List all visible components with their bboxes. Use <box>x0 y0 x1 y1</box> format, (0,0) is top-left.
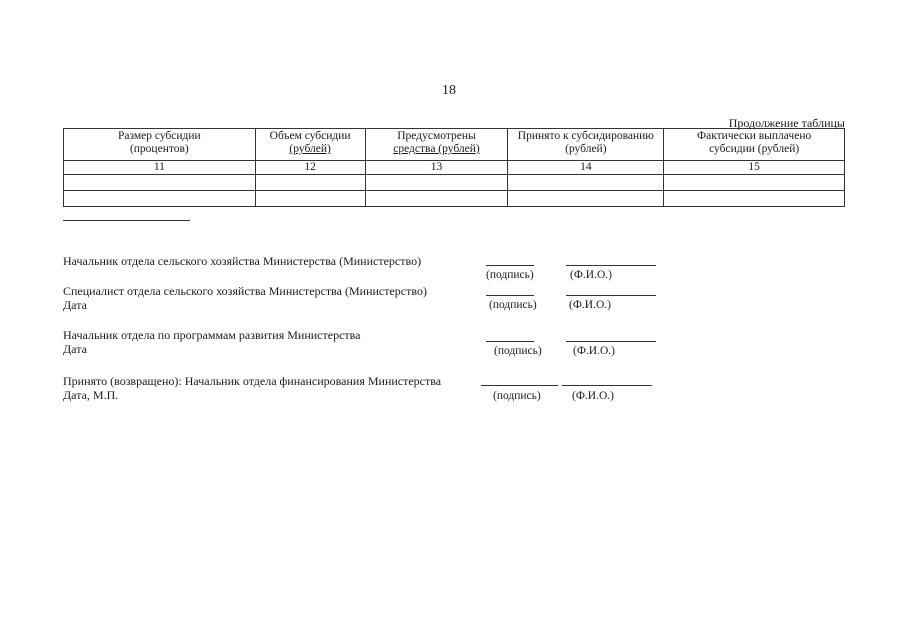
column-number: 15 <box>664 161 845 175</box>
table-cell <box>255 175 365 191</box>
table-row <box>64 191 845 207</box>
table-cell <box>664 191 845 207</box>
position-title: Специалист отдела сельского хозяйства Министерства (Министерство) <box>63 284 427 298</box>
position-title: Начальник отдела сельского хозяйства Министерства (Министерство) <box>63 254 422 268</box>
table-cell <box>365 191 508 207</box>
subsidy-table <box>63 128 845 207</box>
column-number: 12 <box>255 161 365 175</box>
signature-caption: (подпись) <box>494 345 542 357</box>
signature-caption: (подпись) <box>493 390 541 402</box>
signature-block-1 <box>63 254 421 268</box>
table-cell <box>64 175 256 191</box>
signature-line <box>486 295 534 296</box>
signature-block-2 <box>63 284 427 312</box>
name-line <box>566 341 656 342</box>
name-line <box>562 385 652 386</box>
header-subsidy-volume: Объем субсидии (рублей) <box>255 129 365 161</box>
signature-line <box>486 341 534 342</box>
date-label: Дата, М.П. <box>63 388 119 402</box>
name-caption: (Ф.И.О.) <box>572 390 614 402</box>
table-cell <box>365 175 508 191</box>
table-header-row <box>64 129 845 161</box>
signature-line <box>486 265 534 266</box>
signature-block-4 <box>63 374 441 402</box>
header-planned-funds: Предусмотрены средства (рублей) <box>365 129 508 161</box>
signature-line <box>481 385 558 386</box>
column-number: 13 <box>365 161 508 175</box>
signature-block-3 <box>63 328 360 356</box>
signature-caption: (подпись) <box>489 299 537 311</box>
position-title: Начальник отдела по программам развития Министерства <box>63 328 361 342</box>
page-number: 18 <box>442 83 456 98</box>
signature-caption: (подпись) <box>486 269 534 281</box>
header-subsidy-size: Размер субсидии (процентов) <box>64 129 256 161</box>
name-line <box>566 265 656 266</box>
header-actually-paid: Фактически выплачено субсидии (рублей) <box>664 129 845 161</box>
name-caption: (Ф.И.О.) <box>573 345 615 357</box>
table-cell <box>508 191 664 207</box>
name-caption: (Ф.И.О.) <box>570 269 612 281</box>
table-cell <box>64 191 256 207</box>
date-label: Дата <box>63 298 87 312</box>
column-number-row <box>64 161 845 175</box>
header-accepted-subsidy: Принято к субсидированию (рублей) <box>508 129 664 161</box>
table-continuation-caption: Продолжение таблицы <box>728 116 845 130</box>
name-line <box>566 295 656 296</box>
table-cell <box>255 191 365 207</box>
date-label: Дата <box>63 342 87 356</box>
name-caption: (Ф.И.О.) <box>569 299 611 311</box>
column-number: 11 <box>64 161 256 175</box>
column-number: 14 <box>508 161 664 175</box>
table-row <box>64 175 845 191</box>
position-title: Принято (возвращено): Начальник отдела финансирования Министерства <box>63 374 442 388</box>
table-cell <box>508 175 664 191</box>
table-cell <box>664 175 845 191</box>
footnote-separator <box>63 220 190 221</box>
